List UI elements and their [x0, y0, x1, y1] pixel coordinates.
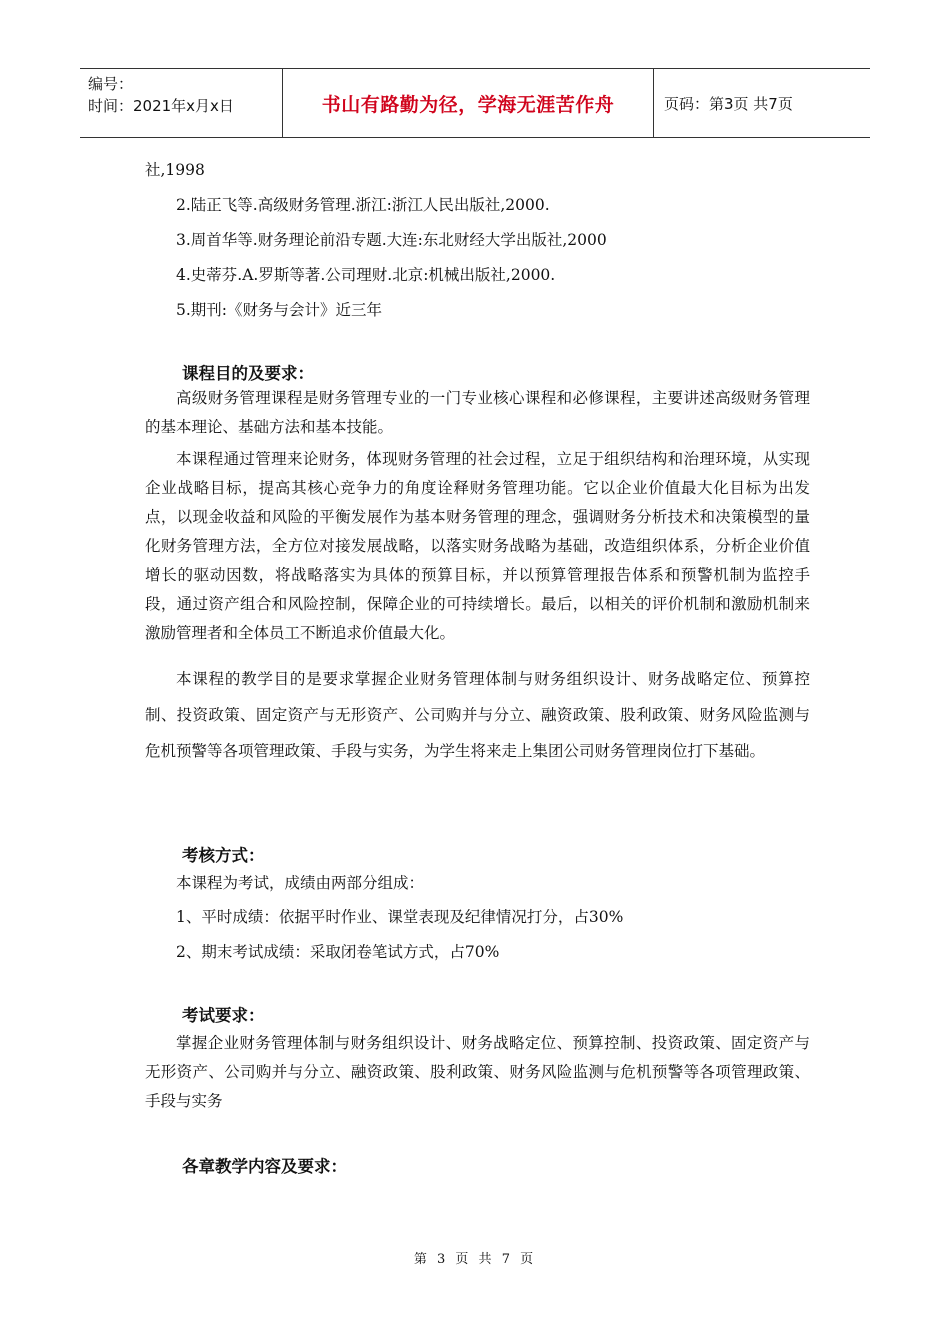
assessment-item: 1、平时成绩：依据平时作业、课堂表现及纪律情况打分，占30%: [176, 908, 624, 926]
assessment-intro: 本课程为考试，成绩由两部分组成：: [176, 874, 425, 892]
reference-continuation: 社,1998: [145, 161, 205, 179]
reference-item: 3.周首华等.财务理论前沿专题.大连:东北财经大学出版社,2000: [176, 231, 607, 249]
assessment-heading: 考核方式：: [182, 846, 265, 865]
objectives-paragraph: 本课程通过管理来论财务，体现财务管理的社会过程，立足于组织结构和治理环境，从实现企业战略目标，提高其核心竞争力的角度诠释财务管理功能。它以企业价值最大化目标为出发点，以现金收益和风险的平衡发展作为基本财务管理的理念，强调财务分析技术和决策模型的量化财务管理方法，全方位对接发展战略，以落实财务战略为基础，改造组织体系，分析企业价值增长的驱动因数，将战略落实为具体的预算目标，并以预算管理报告体系和预警机制为监控手段，通过资产组合和风险控制，保障企业的可持续增长。最后，以相关的评价机制和激励机制来激励管理者和全体员工不断追求价值最大化。: [145, 450, 810, 642]
objectives-paragraph: 本课程的教学目的是要求掌握企业财务管理体制与财务组织设计、财务战略定位、预算控制、投资政策、固定资产与无形资产、公司购并与分立、融资政策、股利政策、财务风险监测与危机预警等各项管理政策、手段与实务，为学生将来走上集团公司财务管理岗位打下基础。: [145, 670, 810, 760]
page-header-table: [80, 68, 870, 138]
page-footer: 第 3 页 共 7 页: [413, 1252, 537, 1267]
reference-item: 4.史蒂芬.A.罗斯等著.公司理财.北京:机械出版社,2000.: [176, 266, 556, 284]
exam-text: 掌握企业财务管理体制与财务组织设计、财务战略定位、预算控制、投资政策、固定资产与无形资产、公司购并与分立、融资政策、股利政策、财务风险监测与危机预警等各项管理政策、手段与实务: [145, 1034, 810, 1110]
objectives-paragraph: 高级财务管理课程是财务管理专业的一门专业核心课程和必修课程，主要讲述高级财务管理的基本理论、基础方法和基本技能。: [145, 389, 810, 436]
chapters-heading: 各章教学内容及要求：: [182, 1157, 347, 1176]
exam-heading: 考试要求：: [182, 1006, 265, 1025]
assessment-item: 2、期末考试成绩：采取闭卷笔试方式，占70%: [176, 943, 500, 961]
header-motto: 书山有路勤为径，学海无涯苦作舟: [282, 69, 654, 137]
reference-item: 5.期刊:《财务与会计》近三年: [176, 301, 383, 319]
date-label: 时间：2021年x月x日: [88, 97, 234, 115]
reference-item: 2.陆正飞等.高级财务管理.浙江:浙江人民出版社,2000.: [176, 196, 550, 214]
header-page-label: 页码：第3页 共7页: [664, 94, 793, 113]
objectives-heading: 课程目的及要求：: [182, 364, 314, 383]
number-label: 编号：: [88, 75, 134, 93]
header-meta-cell: [80, 69, 282, 137]
